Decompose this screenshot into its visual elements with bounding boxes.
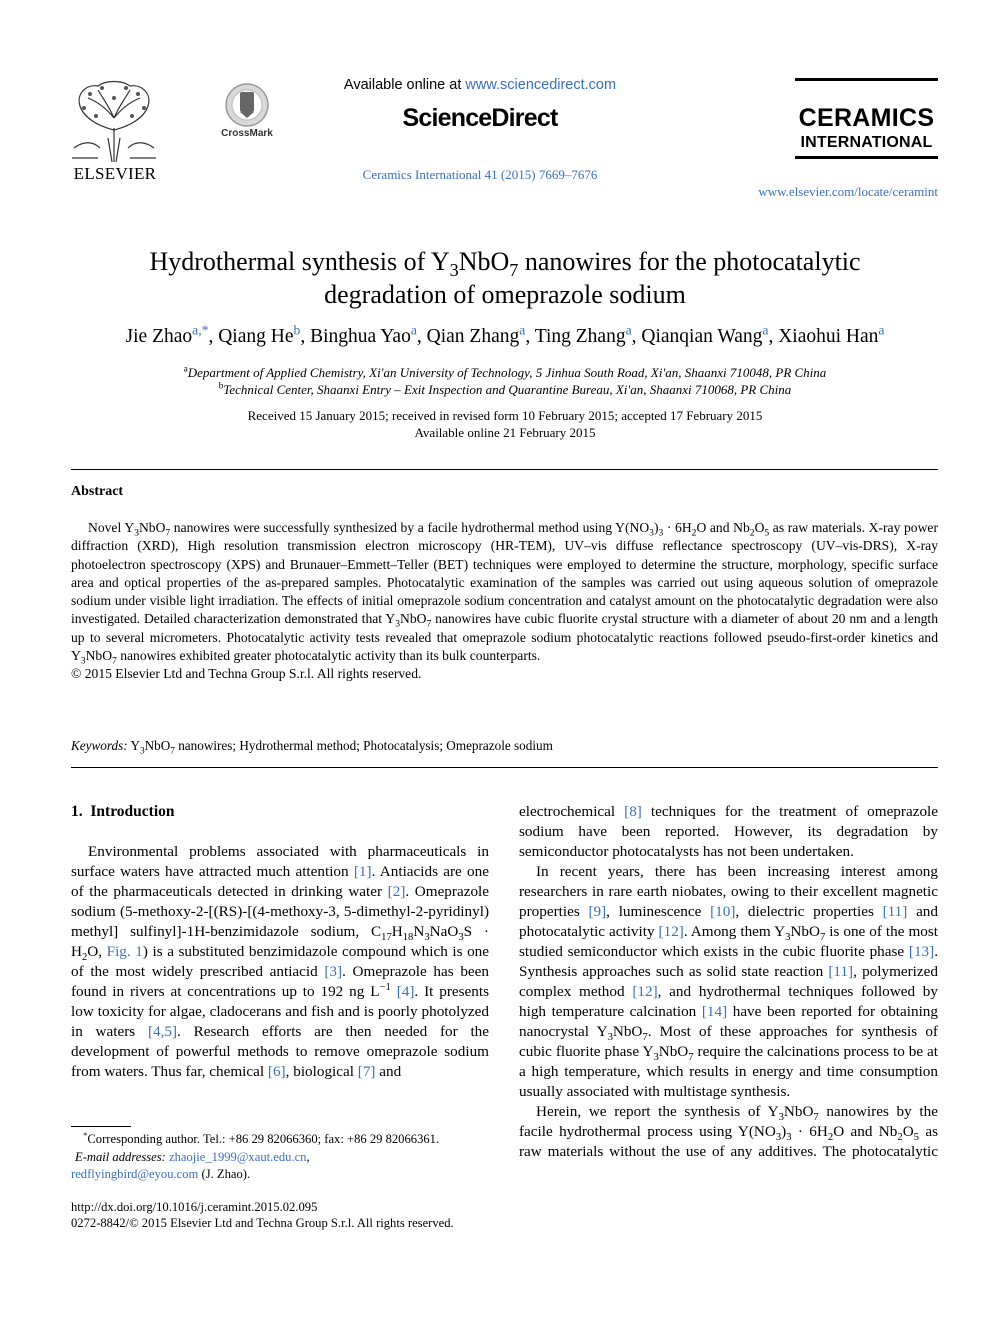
figure-link[interactable]: Fig. 1 <box>106 943 143 960</box>
ref-link[interactable]: [4,5] <box>147 1023 178 1040</box>
corresponding-author-note: *Corresponding author. Tel.: +86 29 82066360; fax: +86 29 82066361. <box>83 1129 440 1146</box>
ref-link[interactable]: [3] <box>324 963 343 980</box>
ref-link[interactable]: [13] <box>908 943 935 960</box>
ref-link[interactable]: [12] <box>632 983 658 1000</box>
author: Qianqian Wang$^a$, <box>641 322 779 347</box>
journal-title-top-rule <box>795 78 938 81</box>
keywords: Keywords: $Y_3NbO_7$ nanowires; Hydrothermal method; Photocatalysis; Omeprazole sodium <box>71 738 553 756</box>
crossmark-badge[interactable] <box>220 82 278 140</box>
abstract-body <box>71 519 938 684</box>
ref-link[interactable]: [4] <box>396 983 415 1000</box>
section-heading-introduction: 1. Introduction <box>71 803 175 820</box>
intro-paragraph-2: In recent years, there has been increasing interest among researchers in rare earth niobates, owing to their excellent magnetic properties [9], luminescence [10], dielectric properties [11] and photocatalytic activity [12]. Among them $Y_3NbO_7$ is one of the most studied semiconductor which exists in the cubic fluorite phase [13]. Synthesis approaches such as solid state reaction [11], polymerized complex method [12], and hydrothermal techniques followed by high temperature calcination [14] have been reported for obtaining nanocrystal $Y_3NbO_7$. Most of these approaches for synthesis of cubic fluorite phase $Y_3NbO_7$ require the calcinations process to be at a high temperature, which results in energy and time consumption usually associated with multistage synthesis. <box>519 863 939 1100</box>
article-title <box>60 245 950 311</box>
dates-received: Received 15 January 2015; received in revised form 10 February 2015; accepted 17 February 2015 <box>247 408 763 423</box>
article-title-line1: Hydrothermal synthesis of $Y_3NbO_7$ nanowires for the photocatalytic <box>149 247 861 281</box>
ref-link[interactable]: [11] <box>882 903 908 920</box>
abstract-copyright: © 2015 Elsevier Ltd and Techna Group S.r.l. All rights reserved. <box>71 666 422 682</box>
ref-link[interactable]: [7] <box>357 1063 376 1080</box>
issn-copyright: 0272-8842/© 2015 Elsevier Ltd and Techna Group S.r.l. All rights reserved. <box>71 1216 454 1230</box>
ref-link[interactable]: [1] <box>353 863 372 880</box>
affiliations <box>60 364 950 398</box>
affiliation-b: $^b$Technical Center, Shaanxi Entry – Exit Inspection and Quarantine Bureau, Xi'an, Shaanxi 710068, PR China <box>218 380 792 397</box>
sciencedirect-url-link[interactable]: www.sciencedirect.com <box>465 77 617 93</box>
footnote: *Corresponding author. Tel.: +86 29 82066360; fax: +86 29 82066361. E-mail addresses: zhaojie_1999@xaut.edu.cn, redflyingbird@eyou.com (J. Zhao). <box>71 1131 491 1184</box>
doi-link[interactable]: http://dx.doi.org/10.1016/j.ceramint.2015.02.095 <box>71 1200 318 1214</box>
footnote-rule <box>71 1126 131 1127</box>
ref-link[interactable]: [6] <box>267 1063 286 1080</box>
ref-link[interactable]: [2] <box>387 883 406 900</box>
crossmark-icon <box>220 82 274 128</box>
intro-paragraph-continued: electrochemical [8] techniques for the treatment of omeprazole sodium have been reported. However, its degradation by semiconductor photocatalysts has not been undertaken. <box>519 803 938 860</box>
ref-link[interactable]: [11] <box>828 963 854 980</box>
crossmark-label: CrossMark <box>221 128 273 139</box>
intro-left-column <box>71 842 489 1082</box>
keywords-bottom-rule <box>71 767 938 768</box>
email-link[interactable]: redflyingbird@eyou.com <box>71 1167 199 1181</box>
ref-link[interactable]: [10] <box>710 903 736 920</box>
publisher-name: ELSEVIER <box>73 164 157 183</box>
ref-link[interactable]: [8] <box>624 803 642 820</box>
journal-reference-link[interactable]: Ceramics International 41 (2015) 7669–7676 <box>362 167 598 182</box>
abstract-heading: Abstract <box>71 484 124 499</box>
author: Qiang He$^b$, <box>218 322 311 347</box>
available-online: Available online at www.sciencedirect.com <box>343 77 617 93</box>
sciencedirect-wordmark: ScienceDirect <box>402 104 558 132</box>
author: Xiaohui Han$^a$ <box>778 322 885 347</box>
dates-available: Available online 21 February 2015 <box>414 425 596 440</box>
intro-right-column <box>519 802 938 1162</box>
journal-title-bottom-rule <box>795 156 938 159</box>
intro-paragraph-1: Environmental problems associated with pharmaceuticals in surface waters have attracted much attention [1]. Antiacids are one of the pharmaceuticals detected in drinking water [2]. Omeprazole sodium (5-methoxy-2-[(RS)-[(4-methoxy-3, 5-dimethyl-2-pyridinyl) methyl] sulfinyl]-1H-benzimidazole sodium, $C_{17}H_{18}N_3NaO_3S \cdot H_2O$, Fig. 1) is a substituted benzimidazole compound which is one of the most widely prescribed antiacid [3]. Omeprazole has been found in rivers at concentrations up to 192 ng $L^{-1}$ [4]. It presents low toxicity for algae, cladocerans and fish and is poorly photolyzed in waters [4,5]. Research efforts are then needed for the development of powerful methods to remove omeprazole sodium from waters. Thus far, chemical [6], biological [7] and <box>71 843 490 1080</box>
abstract-paragraph: Novel $Y_3NbO_7$ nanowires were successfully synthesized by a facile hydrothermal method using $Y(NO_3)_3 \cdot 6H_2O$ and $Nb_2O_5$ as raw materials. X-ray power diffraction (XRD), High resolution transmission electron microscopy (HR-TEM), UV–vis diffuse reflectance spectroscopy (UV–vis-DRS), X-ray photoelectron spectroscopy (XPS) and Brunauer–Emmett–Teller (BET) techniques were employed to determine the structure, morphology, specific surface area and optical properties of the as-prepared samples. Photocatalytic examination of the samples was carried out using aqueous solution of omeprazole sodium under visible light irradiation. The effects of initial omeprazole sodium concentration and catalyst amount on the photocatalytic degradation were also investigated. Detailed characterization demonstrated that $Y_3NbO_7$ nanowires have cubic fluorite crystal structure with a diameter of about 20 nm and a length up to several micrometers. Photocatalytic activity tests revealed that omeprazole sodium photocatalytic reactions followed pseudo-first-order kinetics and $Y_3NbO_7$ nanowires exhibited greater photocatalytic activity than its bulk counterparts. <box>71 520 938 667</box>
email-link[interactable]: zhaojie_1999@xaut.edu.cn <box>168 1149 307 1164</box>
elsevier-logo <box>68 78 164 182</box>
abstract-top-rule <box>71 469 938 470</box>
ref-link[interactable]: [9] <box>588 903 607 920</box>
journal-homepage-link[interactable]: www.elsevier.com/locate/ceramint <box>758 184 938 199</box>
author: Jie Zhao$^{a,*}$, <box>125 322 219 347</box>
author: Ting Zhang$^a$, <box>534 322 642 347</box>
author: Binghua Yao$^a$, <box>310 322 427 347</box>
journal-title-line1: CERAMICS <box>798 104 935 132</box>
article-title-line2: degradation of omeprazole sodium <box>324 280 686 309</box>
affiliation-a: $^a$Department of Applied Chemistry, Xi'an University of Technology, 5 Jinhua South Road, Xi'an, Shaanxi 710048, PR China <box>183 363 827 380</box>
author-list <box>40 322 970 348</box>
ref-link[interactable]: [14] <box>701 1003 728 1020</box>
article-dates <box>60 407 950 441</box>
intro-paragraph-3: Herein, we report the synthesis of $Y_3NbO_7$ nanowires by the facile hydrothermal process using $Y(NO_3)_3 \cdot 6H_2O$ and $Nb_2O_5$ as raw materials without the use of any additives. The photocatalytic <box>519 1103 938 1160</box>
journal-title-line2: INTERNATIONAL <box>800 134 933 151</box>
author: Qian Zhang$^a$, <box>426 322 535 347</box>
ref-link[interactable]: [12] <box>658 923 684 940</box>
elsevier-tree-icon <box>68 78 160 164</box>
email-addresses: E-mail addresses: zhaojie_1999@xaut.edu.cn, <box>75 1149 310 1164</box>
